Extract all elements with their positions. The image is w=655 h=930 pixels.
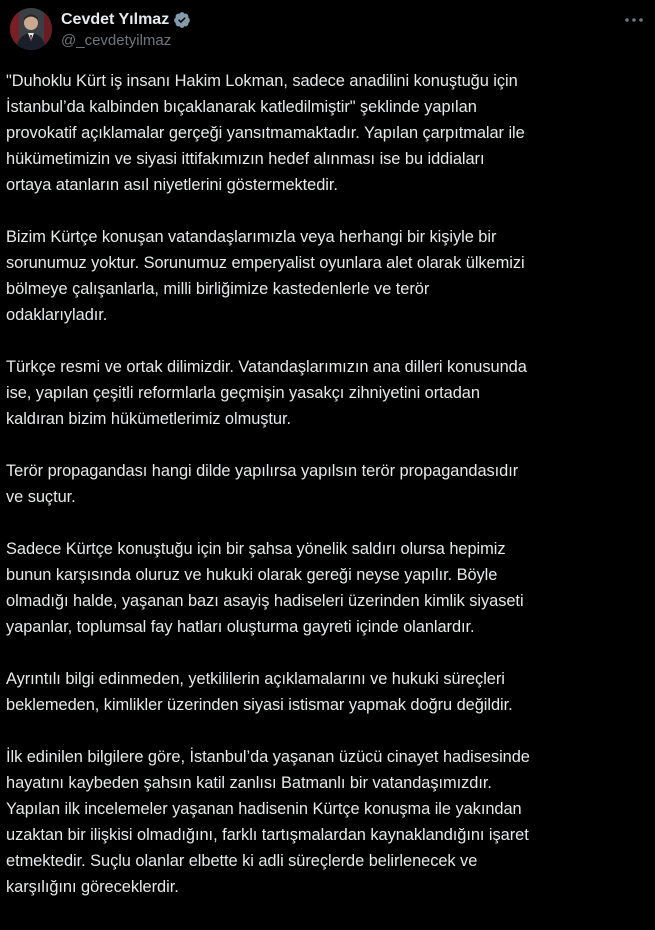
verified-badge-icon bbox=[173, 11, 191, 29]
more-options-button[interactable] bbox=[623, 10, 645, 30]
tweet-paragraph: İlk edinilen bilgilere göre, İstanbul’da yaşanan üzücü cinayet hadisesinde hayatını kaybeden şahsın katil zanlısı Batmanlı bir vatandaşımızdır. Yapılan ilk incelemeler yaşanan hadisenin Kürtçe konuşma ile yakından uzaktan bir ilişkisi olmadığını, farklı tartışmalardan kaynaklandığını işaret etmektedir. Suçlu olanlar elbette ki adli süreçlerde belirlenecek ve karşılığını göreceklerdir. bbox=[6, 748, 530, 896]
tweet-text bbox=[6, 68, 646, 900]
user-handle[interactable]: @_cevdetyilmaz bbox=[61, 32, 172, 49]
more-horizontal-icon bbox=[624, 17, 644, 23]
avatar-photo-icon bbox=[10, 8, 52, 50]
avatar[interactable] bbox=[10, 8, 52, 50]
display-name[interactable]: Cevdet Yılmaz bbox=[61, 11, 170, 28]
tweet-header bbox=[10, 8, 645, 54]
tweet-paragraph: Terör propagandası hangi dilde yapılırsa yapılsın terör propagandasıdır ve suçtur. bbox=[6, 462, 519, 506]
tweet-paragraph: Sadece Kürtçe konuştuğu için bir şahsa yönelik saldırı olursa hepimiz bunun karşısında oluruz ve hukuki olarak gereği neyse yapılır. Böyle olmadığı halde, yaşanan bazı asayiş hadiseleri üzerinden kimlik siyaseti yapanlar, toplumsal fay hatları oluşturma gayreti içinde olanlardır. bbox=[6, 540, 524, 636]
tweet-paragraph: Bizim Kürtçe konuşan vatandaşlarımızla veya herhangi bir kişiyle bir sorunumuz yoktur. Sorunumuz emperyalist oyunlara alet olarak ülkemizi bölmeye çalışanlarla, milli birliğimize kastedenlerle ve terör odaklarıyladır. bbox=[6, 228, 525, 324]
tweet-paragraph: Ayrıntılı bilgi edinmeden, yetkililerin açıklamalarını ve hukuki süreçleri beklemeden, kimlikler üzerinden siyasi istismar yapmak doğru değildir. bbox=[6, 670, 513, 714]
name-row bbox=[61, 10, 191, 30]
tweet-paragraph: "Duhoklu Kürt iş insanı Hakim Lokman, sadece anadilini konuştuğu için İstanbul’da kalbinden bıçaklanarak katledilmiştir" şeklinde yapılan provokatif açıklamalar gerçeği yansıtmamaktadır. Yapılan çarpıtmalar ile hükümetimizin ve siyasi ittifakımızın hedef alınması ise bu iddiaları ortaya atanların asıl niyetlerini göstermektedir. bbox=[6, 72, 525, 194]
tweet-paragraph: Türkçe resmi ve ortak dilimizdir. Vatandaşlarımızın ana dilleri konusunda ise, yapılan çeşitli reformlarla geçmişin yasakçı zihniyetini ortadan kaldıran bizim hükümetlerimiz olmuştur. bbox=[6, 358, 527, 428]
